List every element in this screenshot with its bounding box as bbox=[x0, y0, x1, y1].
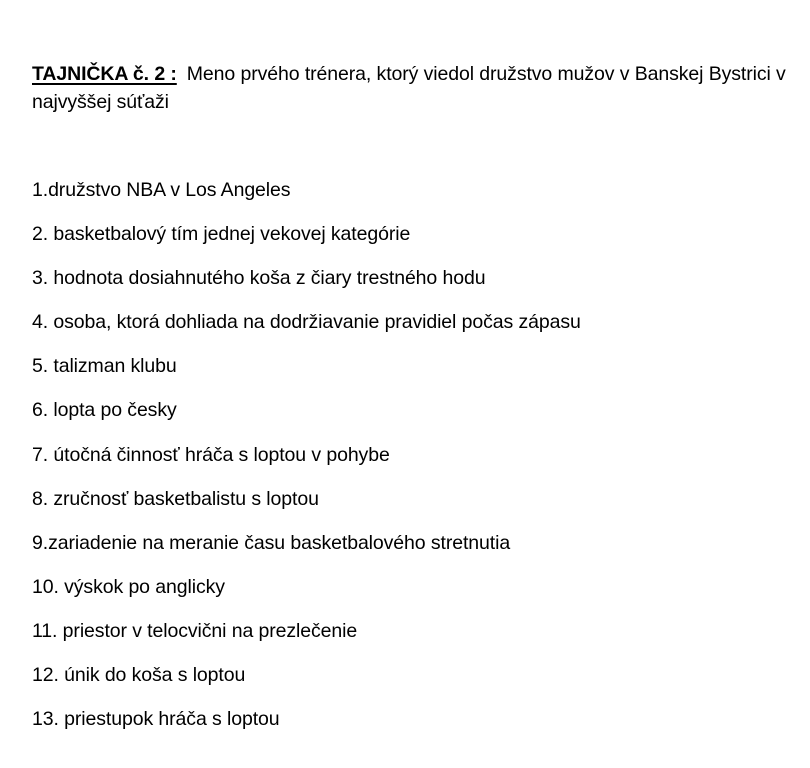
clue-item: 6. lopta po česky bbox=[32, 399, 177, 422]
clue-item: 2. basketbalový tím jednej vekovej kategórie bbox=[32, 223, 411, 246]
puzzle-heading bbox=[32, 60, 792, 116]
clue-item: 4. osoba, ktorá dohliada na dodržiavanie pravidiel počas zápasu bbox=[32, 311, 581, 334]
clue-item: 3. hodnota dosiahnutého koša z čiary trestného hodu bbox=[32, 267, 486, 290]
clue-item: 12. únik do koša s loptou bbox=[32, 664, 246, 687]
clue-item: 7. útočná činnosť hráča s loptou v pohybe bbox=[32, 443, 390, 466]
clue-list bbox=[32, 176, 581, 749]
puzzle-title-text: Meno prvého trénera, ktorý viedol družstvo mužov v Banskej Bystrici v najvyššej súťaži bbox=[32, 63, 786, 113]
clue-item: 1.družstvo NBA v Los Angeles bbox=[32, 179, 291, 201]
clue-item: 11. priestor v telocvični na prezlečenie bbox=[32, 619, 358, 642]
clue-item: 5. talizman klubu bbox=[32, 355, 177, 378]
puzzle-title-label: TAJNIČKA č. 2 : bbox=[32, 63, 177, 85]
clue-item: 9.zariadenie na meranie času basketbalového stretnutia bbox=[32, 531, 511, 554]
clue-item: 13. priestupok hráča s loptou bbox=[32, 708, 280, 731]
clue-item: 8. zručnosť basketbalistu s loptou bbox=[32, 487, 319, 510]
clue-item: 10. výskok po anglicky bbox=[32, 575, 225, 598]
